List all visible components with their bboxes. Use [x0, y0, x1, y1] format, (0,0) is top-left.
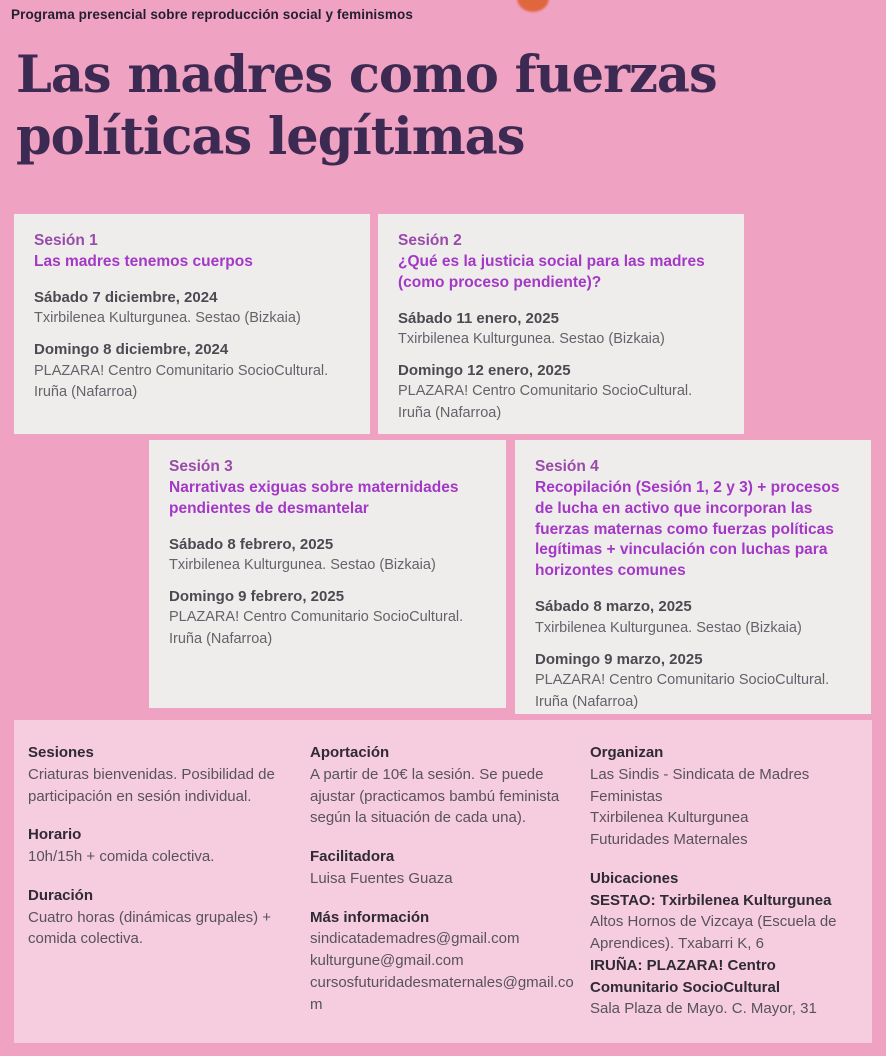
event-date: Domingo 8 diciembre, 2024: [34, 340, 229, 358]
section-body: A partir de 10€ la sesión. Se puede ajustar (practicamos bambú feminista según la situación de cada una).: [310, 765, 560, 827]
session-event: [34, 339, 350, 404]
session-label: Sesión 4: [535, 458, 599, 475]
contact-email: cursosfuturidadesmaternales@gmail.com: [310, 973, 574, 1013]
session-event: [398, 308, 724, 351]
location-detail: Altos Hornos de Vizcaya (Escuela de Aprendices). Txabarri K, 6: [590, 913, 837, 952]
session-event: [169, 534, 486, 577]
title-line-2: políticas legítimas: [16, 107, 525, 168]
event-venue: PLAZARA! Centro Comunitario SocioCultural. Iruña (Nafarroa): [398, 383, 693, 421]
info-section-mas-informacion: [310, 907, 580, 1016]
organizer-line: Txirbilenea Kulturgunea: [590, 809, 749, 827]
session-title: ¿Qué es la justicia social para las madres (como proceso pendiente)?: [398, 252, 705, 291]
info-section-horario: [28, 824, 300, 868]
section-body: 10h/15h + comida colectiva.: [28, 848, 215, 865]
session-event: [34, 287, 350, 330]
event-venue: PLAZARA! Centro Comunitario SocioCultural. Iruña (Nafarroa): [535, 672, 830, 710]
section-heading: Sesiones: [28, 744, 94, 761]
session-title: Narrativas exiguas sobre maternidades pendientes de desmantelar: [169, 478, 459, 517]
session-card-4: [515, 440, 871, 714]
section-heading: Aportación: [310, 744, 390, 761]
section-heading: Facilitadora: [310, 848, 395, 865]
event-date: Sábado 8 marzo, 2025: [535, 598, 692, 616]
page-title: [16, 44, 717, 168]
session-card-1: [14, 214, 370, 434]
session-event: [535, 649, 851, 714]
session-card-2: [378, 214, 744, 434]
facilitator-name: Luisa Fuentes Guaza: [310, 869, 453, 887]
organizer-line: Las Sindis - Sindicata de Madres Feministas: [590, 765, 810, 805]
event-date: Sábado 11 enero, 2025: [398, 309, 559, 327]
event-venue: Txirbilenea Kulturgunea. Sestao (Bizkaia): [398, 331, 665, 348]
event-venue: Txirbilenea Kulturgunea. Sestao (Bizkaia): [169, 557, 436, 574]
info-section-ubicaciones: [590, 868, 858, 1020]
session-title: Recopilación (Sesión 1, 2 y 3) + procesos de lucha en activo que incorporan las fuerzas maternas como fuerzas políticas legítimas + vinculación con luchas para horizontes comunes: [535, 478, 840, 580]
info-section-sesiones: [28, 742, 300, 807]
event-venue: PLAZARA! Centro Comunitario SocioCultural. Iruña (Nafarroa): [34, 362, 329, 401]
info-section-duracion: [28, 885, 300, 950]
info-section-aportacion: [310, 742, 580, 829]
session-title: Las madres tenemos cuerpos: [34, 252, 253, 270]
event-venue: PLAZARA! Centro Comunitario SocioCultural. Iruña (Nafarroa): [169, 609, 464, 647]
info-column-contribution: [310, 742, 580, 1043]
info-section-organizan: [590, 742, 858, 851]
session-event: [398, 360, 724, 425]
orange-dot-decoration: [517, 0, 549, 12]
session-event: [169, 586, 486, 651]
location-detail: Sala Plaza de Mayo. C. Mayor, 31: [590, 1000, 817, 1018]
organizer-line: Futuridades Maternales: [590, 831, 748, 848]
event-venue: Txirbilenea Kulturgunea. Sestao (Bizkaia): [535, 620, 802, 637]
event-date: Domingo 9 febrero, 2025: [169, 587, 345, 605]
info-panel: [14, 720, 872, 1043]
session-event: [535, 596, 851, 639]
contact-email: sindicatademadres@gmail.com: [310, 930, 520, 948]
event-date: Domingo 9 marzo, 2025: [535, 650, 703, 668]
info-column-sessions: [28, 742, 300, 1043]
section-heading: Duración: [28, 886, 94, 904]
event-venue: Txirbilenea Kulturgunea. Sestao (Bizkaia): [34, 310, 301, 327]
program-eyebrow: Programa presencial sobre reproducción social y feminismos: [11, 7, 413, 22]
title-line-1: Las madres como fuerzas: [16, 45, 717, 105]
info-column-organizers: [590, 742, 858, 1043]
section-heading: Ubicaciones: [590, 869, 679, 887]
session-card-3: [149, 440, 506, 708]
location-name: IRUÑA: PLAZARA! Centro Comunitario SocioCultural: [590, 956, 781, 996]
location-name: SESTAO: Txirbilenea Kulturgunea: [590, 891, 832, 909]
section-body: Criaturas bienvenidas. Posibilidad de participación en sesión individual.: [28, 765, 275, 805]
session-label: Sesión 2: [398, 232, 462, 249]
session-label: Sesión 1: [34, 232, 98, 249]
event-date: Domingo 12 enero, 2025: [398, 361, 571, 379]
contact-email: kulturgune@gmail.com: [310, 952, 464, 969]
session-label: Sesión 3: [169, 458, 233, 475]
section-heading: Horario: [28, 826, 82, 844]
section-heading: Organizan: [590, 744, 664, 761]
event-date: Sábado 7 diciembre, 2024: [34, 288, 218, 306]
section-heading: Más información: [310, 908, 430, 926]
event-date: Sábado 8 febrero, 2025: [169, 535, 334, 553]
info-section-facilitadora: [310, 846, 580, 890]
section-body: Cuatro horas (dinámicas grupales) + comida colectiva.: [28, 908, 272, 948]
